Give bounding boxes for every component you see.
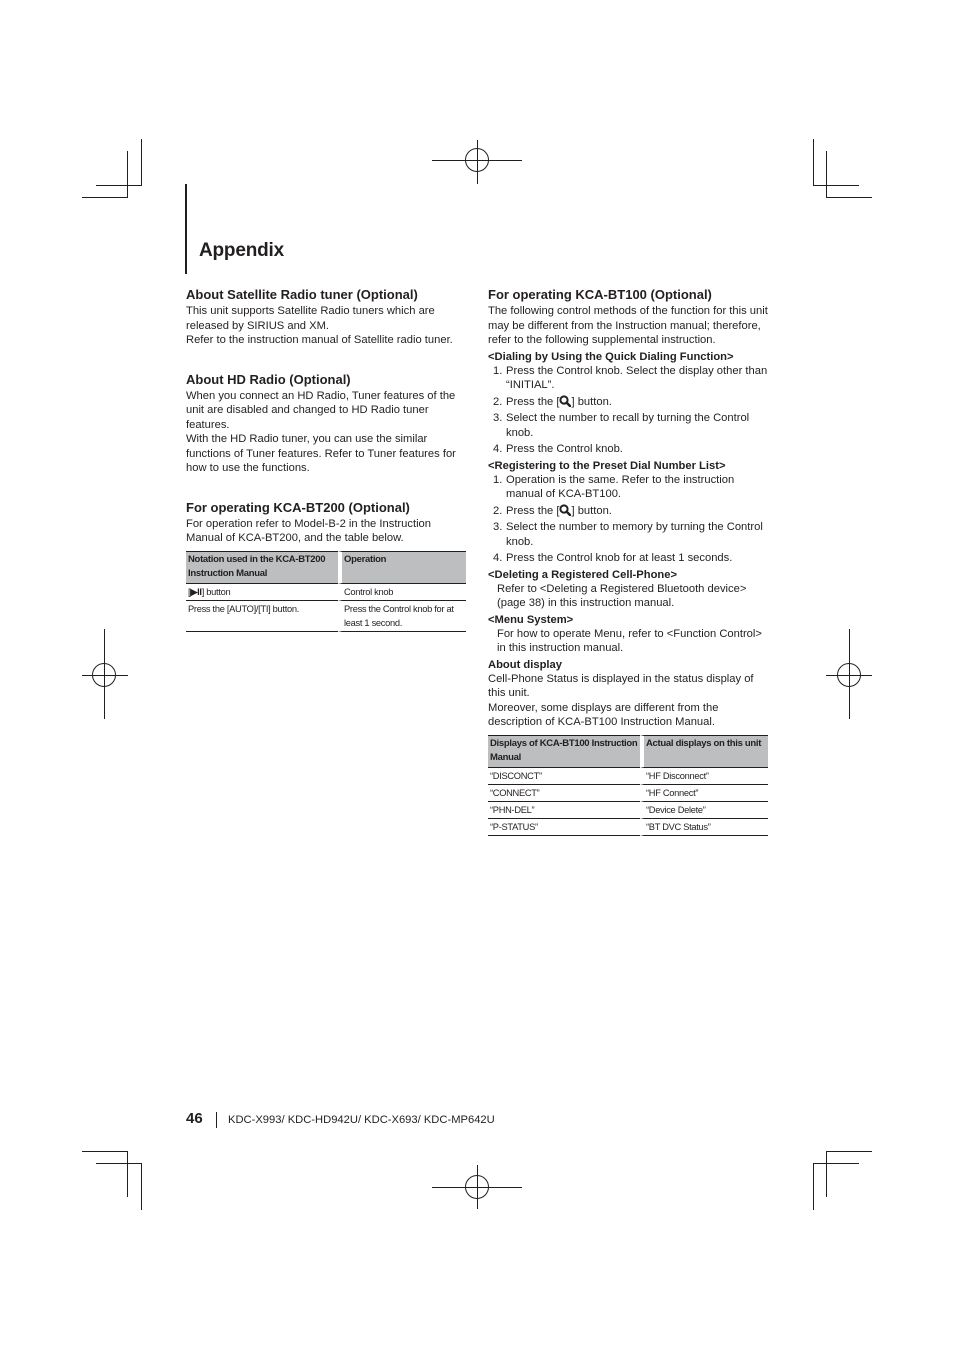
section-heading: For operating KCA-BT200 (Optional) (186, 499, 410, 515)
paragraph: The following control methods of the function for this unit may be different from the Instruction manual; therefore, refer to the following supplemental instruction. (488, 305, 768, 346)
paragraph: For operation refer to Model-B-2 in the Instruction Manual of KCA-BT200, and the table below. (186, 517, 431, 544)
satellite-radio-section (186, 287, 468, 348)
subheading: <Registering to the Preset Dial Number List> (488, 459, 726, 472)
column-header: Notation used in the KCA-BT200 Instruction Manual (186, 551, 338, 584)
subheading: About display (488, 658, 562, 671)
footer-divider (216, 1112, 217, 1128)
column-header: Displays of KCA-BT100 Instruction Manual (488, 735, 640, 768)
kca-bt200-section (186, 500, 468, 632)
table-cell: “P-STATUS” (488, 819, 640, 836)
list-item: 1. Operation is the same. Refer to the instruction manual of KCA-BT100. (493, 473, 735, 500)
paragraph: With the HD Radio tuner, you can use the similar functions of Tuner features. Refer to Tuner features for how to use the functions. (186, 433, 456, 474)
right-column (488, 287, 770, 836)
table-cell: Press the [AUTO]/[TI] button. (186, 601, 338, 632)
table-row (488, 802, 768, 819)
column-header: Actual displays on this unit (640, 735, 768, 768)
paragraph: Refer to the instruction manual of Satellite radio tuner. (186, 334, 453, 346)
title-bar (185, 184, 187, 274)
section-heading: About Satellite Radio tuner (Optional) (186, 287, 418, 302)
table-row (488, 819, 768, 836)
left-column (186, 287, 468, 632)
step-text: Select the number to recall by turning the Control knob. (506, 412, 750, 439)
paragraph: For how to operate Menu, refer to <Function Control> in this instruction manual. (497, 627, 762, 654)
section-heading: About HD Radio (Optional) (186, 371, 351, 387)
step-text: ] button. (571, 504, 612, 517)
kca-bt100-section (488, 287, 770, 348)
subheading: <Menu System> (488, 613, 574, 626)
column-header: Operation (338, 551, 466, 584)
table-cell: “HF Connect” (640, 785, 768, 802)
step-text: ] button. (571, 395, 612, 408)
preset-steps (488, 473, 770, 566)
display-table (488, 735, 768, 836)
paragraph: When you connect an HD Radio, Tuner features of the unit are disabled and changed to HD Radio tuner features. (186, 389, 456, 431)
list-item: 2. Press the [ ] button. (493, 395, 612, 408)
table-cell (186, 584, 338, 601)
step-text: Press the Control knob for at least 1 seconds. (506, 552, 733, 564)
step-text: Press the [ (506, 395, 560, 408)
table-cell: “PHN-DEL” (488, 802, 640, 819)
list-item: 3. Select the number to recall by turning the Control knob. (493, 412, 750, 439)
list-item: 4. Press the Control knob. (493, 443, 623, 455)
cell-text: ] button (201, 586, 231, 597)
list-item: 3. Select the number to memory by turning the Control knob. (493, 521, 763, 548)
bt200-table (186, 551, 466, 632)
step-text: Press the Control knob. (506, 443, 623, 455)
table-cell: Control knob (338, 584, 466, 601)
play-pause-icon: ▶II (190, 586, 202, 597)
table-header-row (186, 551, 466, 584)
step-text: Press the Control knob. Select the display other than “INITIAL”. (506, 364, 768, 391)
paragraph: Cell-Phone Status is displayed in the status display of this unit. (488, 672, 754, 699)
list-item: 2. Press the [ ] button. (493, 504, 612, 517)
section-heading: For operating KCA-BT100 (Optional) (488, 287, 712, 302)
cell-text: [ (188, 586, 191, 597)
subheading: <Dialing by Using the Quick Dialing Function> (488, 350, 734, 363)
step-text: Press the [ (506, 504, 560, 517)
paragraph: Moreover, some displays are different from the description of KCA-BT100 Instruction Manual. (488, 701, 719, 728)
table-row (488, 768, 768, 785)
list-item: 1. Press the Control knob. Select the display other than “INITIAL”. (493, 364, 768, 391)
table-cell: “Device Delete” (640, 802, 768, 819)
table-cell: Press the Control knob for at least 1 second. (338, 601, 466, 632)
table-row (186, 601, 466, 632)
page-title: Appendix (199, 240, 284, 261)
step-text: Operation is the same. Refer to the instruction manual of KCA-BT100. (506, 473, 735, 500)
list-item: 4. Press the Control knob for at least 1 seconds. (493, 552, 733, 564)
quick-dial-steps (488, 364, 770, 457)
magnifier-icon (559, 395, 571, 407)
step-text: Select the number to memory by turning the Control knob. (506, 521, 763, 548)
table-cell: “DISCONCT” (488, 768, 640, 785)
subheading: <Deleting a Registered Cell-Phone> (488, 568, 677, 581)
page-number: 46 (186, 1110, 203, 1127)
table-cell: “CONNECT” (488, 785, 640, 802)
magnifier-icon (559, 504, 571, 516)
paragraph: This unit supports Satellite Radio tuners which are released by SIRIUS and XM. (186, 305, 435, 332)
table-row (186, 584, 466, 601)
paragraph: Refer to <Deleting a Registered Bluetooth device> (page 38) in this instruction manual. (497, 582, 747, 609)
table-cell: “HF Disconnect” (640, 768, 768, 785)
model-list: KDC-X993/ KDC-HD942U/ KDC-X693/ KDC-MP642U (228, 1114, 495, 1126)
hd-radio-section (186, 372, 468, 476)
table-header-row (488, 735, 768, 768)
table-cell: “BT DVC Status” (640, 819, 768, 836)
table-row (488, 785, 768, 802)
